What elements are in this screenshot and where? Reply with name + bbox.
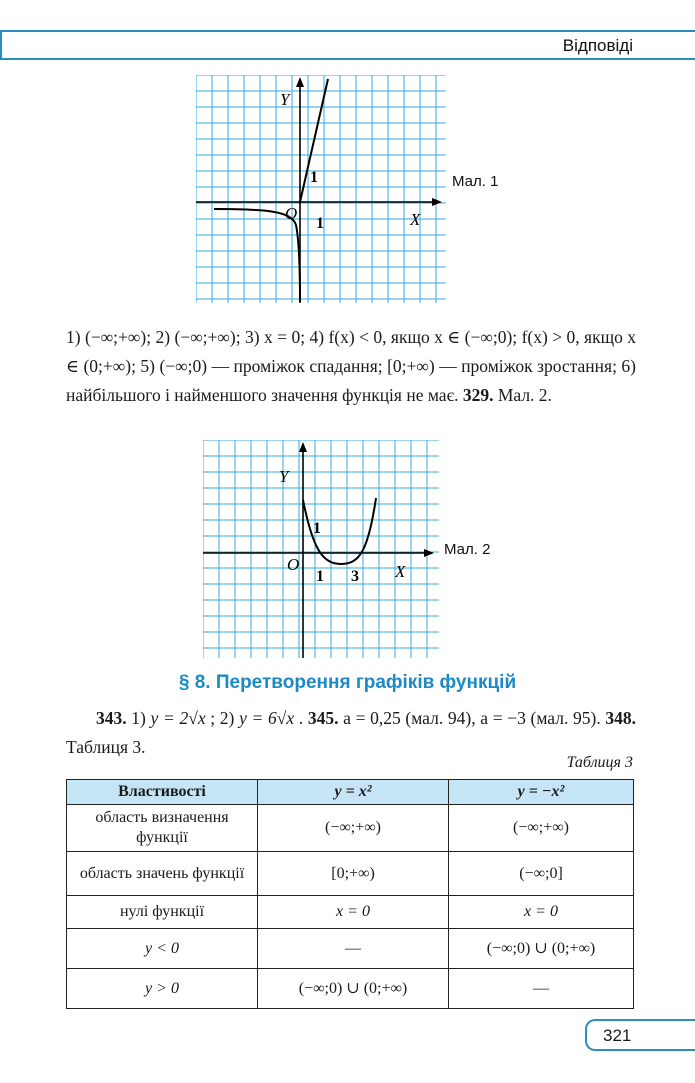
figure-1-x-arrow [432, 198, 442, 206]
p2-formula-2: y = 6√x [239, 708, 295, 728]
problem-number-345: 345. [307, 708, 339, 728]
p1-text-2: ; 2) [146, 327, 175, 347]
figure-2-caption: Мал. 2 [444, 541, 491, 558]
header-bar [0, 30, 695, 60]
properties-table [66, 779, 634, 1009]
p1-interval-4: (0;+∞) [83, 356, 132, 376]
table-caption: Таблиця 3 [566, 754, 633, 771]
p1-text-7: — проміжок зростання; 6) найбільшого і найменшого значення функція не має. [66, 356, 636, 405]
p2-text-3: . [294, 708, 308, 728]
table-header-cell: y = x² [258, 780, 449, 805]
table-row [67, 852, 634, 896]
p1-text-3: ; 3) x = 0; 4) f(x) < 0, якщо x ∈ [235, 327, 465, 347]
p1-text-8: Мал. 2. [493, 385, 552, 405]
figure-1-tick-x: 1 [316, 215, 324, 232]
answer-paragraph-2 [66, 704, 636, 762]
section-title: § 8. Перетворення графіків функцій [178, 672, 517, 693]
figure-2-y-arrow [299, 442, 307, 452]
p1-text-4: ; f(x) > 0, якщо x ∈ [66, 327, 636, 376]
p2-formula-1: y = 2√x [150, 708, 206, 728]
figure-1-graph [196, 75, 446, 303]
problem-number-348: 348. [605, 708, 637, 728]
p1-interval-2: (−∞;+∞) [174, 327, 236, 347]
p1-interval-3: (−∞;0) [464, 327, 513, 347]
table-cell: (−∞;0) ∪ (0;+∞) [258, 969, 449, 1009]
figure-1-caption: Мал. 1 [452, 173, 499, 190]
p2-text-2: ; 2) [205, 708, 240, 728]
table-cell: y > 0 [67, 969, 258, 1009]
figure-2-origin-label: O [287, 555, 300, 574]
figure-2-grid [203, 440, 439, 658]
p2-text-5: Таблиця 3. [66, 737, 146, 757]
p1-interval-6: [0;+∞) [387, 356, 435, 376]
table-header-cell: Властивості [67, 780, 258, 805]
p1-text-6: — проміжок спадання; [207, 356, 388, 376]
table-cell: (−∞;0] [449, 852, 634, 896]
table-cell: (−∞;0) ∪ (0;+∞) [449, 929, 634, 969]
table-cell: — [258, 929, 449, 969]
figure-2-graph [203, 440, 439, 658]
table-cell: — [449, 969, 634, 1009]
table-cell: (−∞;+∞) [258, 805, 449, 852]
figure-2-y-label: Y [279, 467, 289, 486]
table-cell: область значень функції [67, 852, 258, 896]
figure-1-y-label: Y [280, 90, 290, 109]
table-row [67, 969, 634, 1009]
table-row [67, 805, 634, 852]
figure-2-tick-y: 1 [313, 520, 321, 537]
page-number-box [585, 1019, 695, 1051]
table-cell: y < 0 [67, 929, 258, 969]
p2-text-1: 1) [126, 708, 151, 728]
figure-1-x-label: X [410, 210, 421, 229]
table-cell: нулі функції [67, 896, 258, 929]
table-cell: [0;+∞) [258, 852, 449, 896]
figure-2-x-label: X [395, 562, 406, 581]
table-cell: область визначення функції [67, 805, 258, 852]
table-cell: x = 0 [449, 896, 634, 929]
p1-interval-1: (−∞;+∞) [85, 327, 147, 347]
figure-1-tick-y: 1 [310, 169, 318, 186]
figure-2-tick-x3: 3 [351, 568, 359, 585]
header-title: Відповіді [562, 36, 633, 55]
problem-number-329: 329. [462, 385, 494, 405]
table-header-cell: y = −x² [449, 780, 634, 805]
p1-text-1: 1) [66, 327, 85, 347]
p1-text-5: ; 5) [131, 356, 160, 376]
p1-interval-5: (−∞;0) [159, 356, 208, 376]
table-cell: x = 0 [258, 896, 449, 929]
table-cell: (−∞;+∞) [449, 805, 634, 852]
table-row [67, 929, 634, 969]
figure-1-y-arrow [296, 77, 304, 87]
page-number: 321 [603, 1026, 632, 1045]
table-row [67, 896, 634, 929]
figure-2-tick-x1: 1 [316, 568, 324, 585]
figure-1-origin-label: O [285, 204, 298, 223]
table-header-row [67, 780, 634, 805]
figure-2-x-arrow [424, 549, 434, 557]
p2-text-4: a = 0,25 (мал. 94), a = −3 (мал. 95). [338, 708, 606, 728]
answer-paragraph-1 [66, 323, 636, 410]
problem-number-343: 343. [96, 708, 127, 728]
